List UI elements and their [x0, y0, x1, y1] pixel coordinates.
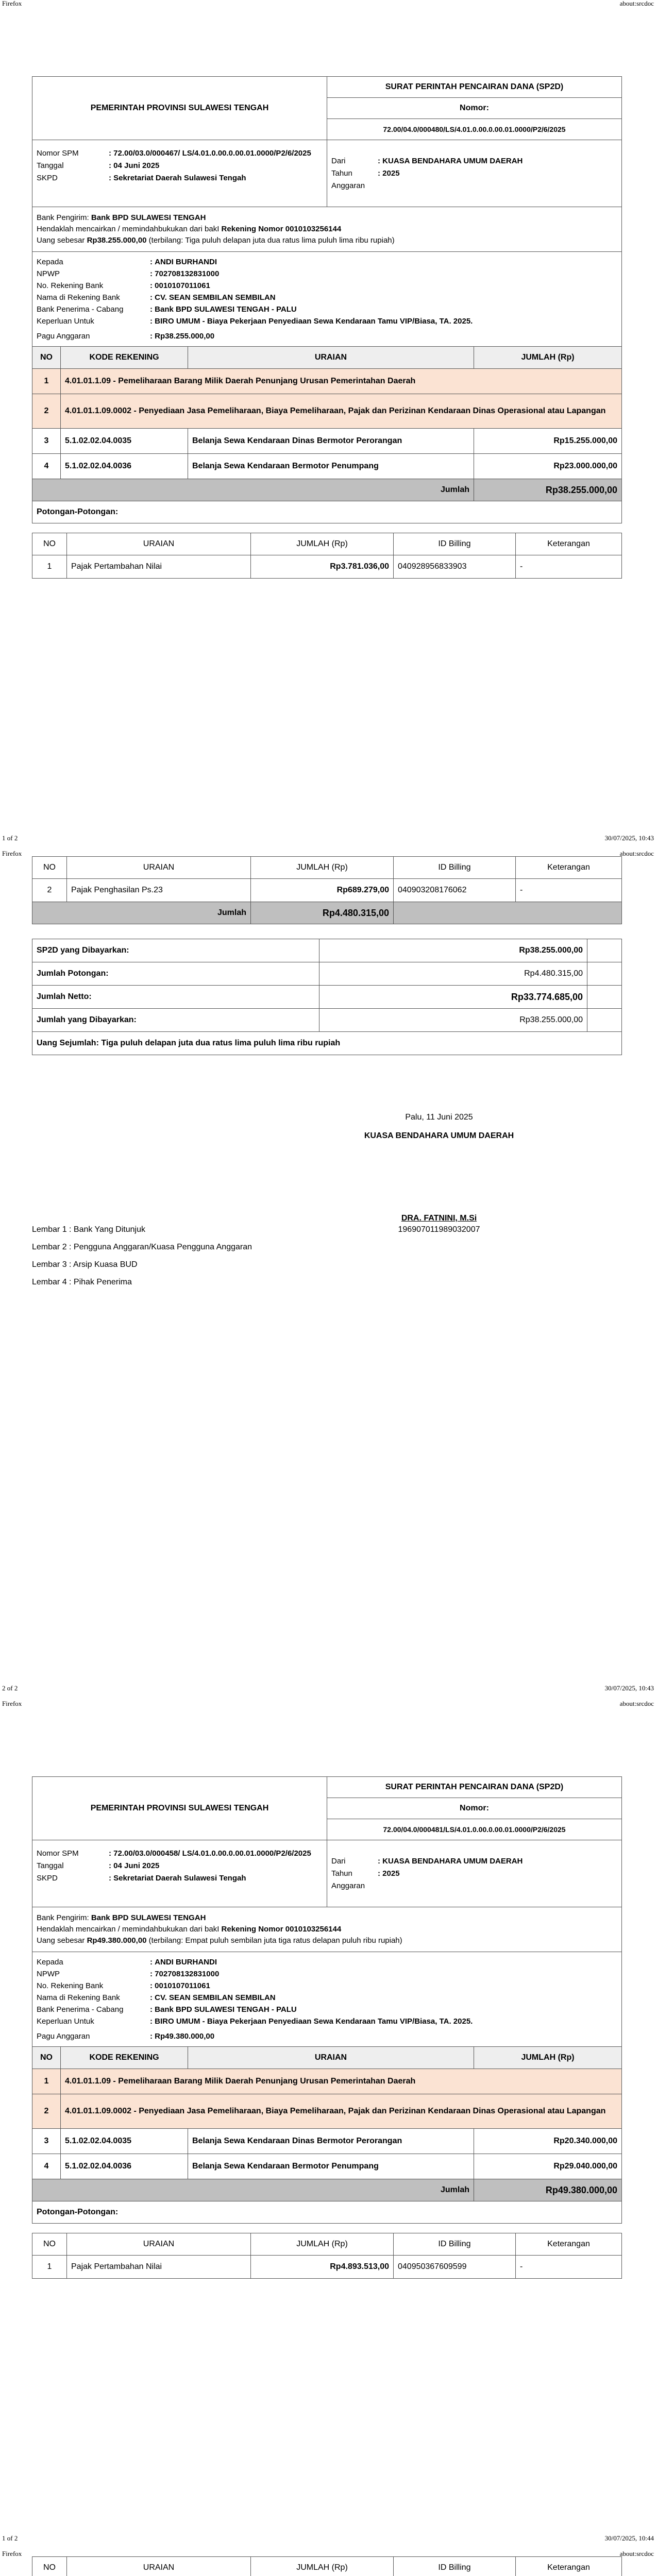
- summary-row: [32, 986, 622, 1009]
- th-kode: KODE REKENING: [61, 347, 188, 369]
- summary-blank: [587, 1009, 622, 1032]
- pot-ket: -: [516, 555, 622, 579]
- table-row: [32, 555, 622, 579]
- signature-block: [336, 1113, 542, 1234]
- table-row: [32, 2256, 622, 2279]
- item-no: 3: [32, 2129, 61, 2154]
- terbilang-inline: (terbilang: Empat puluh sembilan juta tiga ratus delapan puluh ribu rupiah): [148, 1936, 402, 1945]
- pth-jumlah: JUMLAH (Rp): [251, 857, 394, 879]
- pth-uraian: URAIAN: [67, 2233, 251, 2256]
- sp2d-header: [32, 1776, 622, 2047]
- nama-rek-label: Nama di Rekening Bank: [37, 293, 120, 302]
- potongan-table-continued: [32, 2556, 622, 2576]
- tanggal-label: Tanggal: [37, 161, 64, 170]
- item-jumlah: Rp29.040.000,00: [474, 2154, 622, 2179]
- lembar-2: Lembar 2 : Pengguna Anggaran/Kuasa Pengguna Anggaran: [32, 1243, 252, 1251]
- kepada-value: : ANDI BURHANDI: [150, 1958, 217, 1967]
- jumlah-dibayar-label: Jumlah yang Dibayarkan:: [32, 1009, 319, 1032]
- summary-row: [32, 1009, 622, 1032]
- tahun-value: : 2025: [378, 168, 400, 178]
- dari-value: : KUASA BENDAHARA UMUM DAERAH: [378, 1856, 523, 1866]
- pth-billing: ID Billing: [394, 857, 516, 879]
- pth-uraian: URAIAN: [67, 857, 251, 879]
- page-count: 1 of 2: [2, 2534, 18, 2542]
- item-no: 4: [32, 454, 61, 479]
- bank-pengirim-label: Bank Pengirim:: [37, 213, 89, 222]
- th-no: NO: [32, 347, 61, 369]
- print-footer: [0, 835, 657, 849]
- browser-name: Firefox: [2, 1700, 22, 1707]
- tanggal-value: : 04 Juni 2025: [109, 161, 160, 170]
- row-text: 4.01.01.1.09 - Pemeliharaan Barang Milik Daerah Penunjang Urusan Pemerintahan Daerah: [61, 369, 622, 394]
- kode-rekening-table: [32, 346, 622, 523]
- pth-no: NO: [32, 2557, 67, 2576]
- org-name: PEMERINTAH PROVINSI SULAWESI TENGAH: [32, 77, 327, 140]
- nomor-spm-value: : 72.00/03.0/000458/ LS/4.01.0.00.0.00.01.0000/P2/6/2025: [109, 1849, 311, 1858]
- potongan-header: [32, 2557, 622, 2576]
- tanggal-value: : 04 Juni 2025: [109, 1861, 160, 1870]
- row-no: 2: [32, 394, 61, 429]
- pot-ket: -: [516, 2256, 622, 2279]
- item-jumlah: Rp15.255.000,00: [474, 429, 622, 454]
- sp2d-title: SURAT PERINTAH PENCAIRAN DANA (SP2D): [327, 1777, 622, 1798]
- uang-sejumlah-value: Tiga puluh delapan juta dua ratus lima puluh lima ribu rupiah: [101, 1039, 341, 1047]
- recipient-block: [32, 252, 622, 347]
- item-kode: 5.1.02.02.04.0036: [61, 454, 188, 479]
- item-uraian: Belanja Sewa Kendaraan Dinas Bermotor Perorangan: [188, 429, 474, 454]
- th-jumlah: JUMLAH (Rp): [474, 2047, 622, 2069]
- summary-row: [32, 939, 622, 962]
- item-jumlah: Rp23.000.000,00: [474, 454, 622, 479]
- th-uraian: URAIAN: [188, 347, 474, 369]
- pth-uraian: URAIAN: [67, 2557, 251, 2576]
- nomor-spm-label: Nomor SPM: [37, 149, 79, 158]
- dari-value: : KUASA BENDAHARA UMUM DAERAH: [378, 156, 523, 165]
- pot-jumlah-label: Jumlah: [32, 902, 251, 924]
- pth-no: NO: [32, 2233, 67, 2256]
- print-url: about:srcdoc: [619, 850, 654, 857]
- sp2d-number: 72.00/04.0/000480/LS/4.01.0.00.0.00.01.0000/P2/6/2025: [327, 119, 622, 140]
- row-no: 1: [32, 2069, 61, 2094]
- print-url: about:srcdoc: [619, 1700, 654, 1707]
- table-row: [32, 2129, 622, 2154]
- tahun-value: : 2025: [378, 1869, 400, 1878]
- print-url: about:srcdoc: [619, 0, 654, 7]
- bank-block: [32, 207, 622, 252]
- table-header: [32, 2047, 622, 2069]
- skpd-label: SKPD: [37, 174, 58, 182]
- sign-title: KUASA BENDAHARA UMUM DAERAH: [364, 1131, 514, 1140]
- nomor-label: Nomor:: [327, 98, 622, 119]
- row-text: 4.01.01.1.09 - Pemeliharaan Barang Milik Daerah Penunjang Urusan Pemerintahan Daerah: [61, 2069, 622, 2094]
- table-row: [32, 369, 622, 394]
- sign-name: DRA. FATNINI, M.Si: [401, 1214, 477, 1223]
- uang-sebesar-value: Rp49.380.000,00: [87, 1936, 147, 1945]
- pth-no: NO: [32, 857, 67, 879]
- item-no: 4: [32, 2154, 61, 2179]
- skpd-value: : Sekretariat Daerah Sulawesi Tengah: [109, 1874, 246, 1883]
- print-page-1: [0, 0, 657, 850]
- potongan-table: [32, 533, 622, 579]
- npwp-value: : 702708132831000: [150, 269, 220, 278]
- spm-info: [32, 140, 327, 207]
- print-time: 30/07/2025, 10:43: [604, 1684, 654, 1692]
- rekening-value: 0010103256144: [285, 225, 342, 233]
- potongan-header: [32, 2233, 622, 2256]
- bank-pengirim-value: Bank BPD SULAWESI TENGAH: [91, 1913, 206, 1922]
- sp2d-header: [32, 76, 622, 347]
- row-no: 1: [32, 369, 61, 394]
- item-kode: 5.1.02.02.04.0035: [61, 429, 188, 454]
- sp2d-number: 72.00/04.0/000481/LS/4.01.0.00.0.00.01.0000/P2/6/2025: [327, 1819, 622, 1840]
- bank-block: [32, 1907, 622, 1952]
- sp2d-document-continued: [32, 856, 622, 1286]
- browser-name: Firefox: [2, 850, 22, 857]
- pagu-label: Pagu Anggaran: [37, 2032, 90, 2041]
- th-kode: KODE REKENING: [61, 2047, 188, 2069]
- pth-ket: Keterangan: [516, 857, 622, 879]
- pth-jumlah: JUMLAH (Rp): [251, 533, 394, 555]
- summary-blank: [587, 962, 622, 986]
- table-header: [32, 347, 622, 369]
- kepada-label: Kepada: [37, 1958, 63, 1967]
- distribution-list: [32, 1221, 252, 1291]
- no-rek-value: : 0010107011061: [150, 281, 210, 290]
- sp2d-dibayarkan-value: Rp38.255.000,00: [319, 939, 587, 962]
- pth-jumlah: JUMLAH (Rp): [251, 2557, 394, 2576]
- print-page-3: [0, 1700, 657, 2550]
- dari-info: [327, 1840, 622, 1907]
- page-count: 2 of 2: [2, 1684, 18, 1692]
- pth-jumlah: JUMLAH (Rp): [251, 2233, 394, 2256]
- pot-uraian: Pajak Pertambahan Nilai: [67, 555, 251, 579]
- npwp-label: NPWP: [37, 269, 60, 278]
- pot-ket: -: [516, 879, 622, 902]
- lembar-3: Lembar 3 : Arsip Kuasa BUD: [32, 1260, 138, 1269]
- npwp-value: : 702708132831000: [150, 1970, 220, 1978]
- table-row: [32, 394, 622, 429]
- table-row: [32, 454, 622, 479]
- bank-penerima-label: Bank Penerima - Cabang: [37, 305, 124, 314]
- pth-ket: Keterangan: [516, 2233, 622, 2256]
- tahun-label: Tahun Anggaran: [331, 1869, 365, 1890]
- keperluan-value: : BIRO UMUM - Biaya Pekerjaan Penyediaan Sewa Kendaraan Tamu VIP/Biasa, TA. 2025.: [150, 317, 473, 326]
- nama-rek-value: : CV. SEAN SEMBILAN SEMBILAN: [150, 293, 276, 302]
- jumlah-label: Jumlah: [32, 479, 474, 501]
- pagu-value: : Rp38.255.000,00: [150, 332, 215, 341]
- kepada-label: Kepada: [37, 258, 63, 266]
- table-row: [32, 2094, 622, 2129]
- row-text: 4.01.01.1.09.0002 - Penyediaan Jasa Pemeliharaan, Biaya Pemeliharaan, Pajak dan Perizinan Kendaraan Dinas Operasional atau Lapangan: [61, 394, 622, 429]
- item-kode: 5.1.02.02.04.0035: [61, 2129, 188, 2154]
- sign-nip: 196907011989032007: [398, 1225, 480, 1234]
- pth-billing: ID Billing: [394, 2557, 516, 2576]
- print-page-4: [0, 2550, 657, 2576]
- print-footer: [0, 1685, 657, 1699]
- uang-sejumlah: [32, 1032, 622, 1055]
- jumlah-total: Rp38.255.000,00: [474, 479, 622, 501]
- table-row: [32, 879, 622, 902]
- sp2d-document-continued: [32, 2556, 622, 2576]
- hendaklah-text: Hendaklah mencairkan / memindahbukukan dari bakI: [37, 1925, 220, 1934]
- rekening-label: Rekening Nomor: [221, 1925, 283, 1934]
- item-kode: 5.1.02.02.04.0036: [61, 2154, 188, 2179]
- jumlah-row: [32, 479, 622, 501]
- page-count: 1 of 2: [2, 834, 18, 842]
- dari-label: Dari: [331, 156, 346, 165]
- rekening-label: Rekening Nomor: [221, 225, 283, 233]
- place-date: Palu, 11 Juni 2025: [405, 1113, 473, 1122]
- pth-no: NO: [32, 533, 67, 555]
- bank-penerima-label: Bank Penerima - Cabang: [37, 2005, 124, 2014]
- item-no: 3: [32, 429, 61, 454]
- nama-rek-value: : CV. SEAN SEMBILAN SEMBILAN: [150, 1993, 276, 2002]
- pot-jumlah: Rp689.279,00: [251, 879, 394, 902]
- potongan-title: Potongan-Potongan:: [32, 501, 622, 523]
- kepada-value: : ANDI BURHANDI: [150, 258, 217, 266]
- jumlah-potongan-label: Jumlah Potongan:: [32, 962, 319, 986]
- table-row: [32, 429, 622, 454]
- hendaklah-text: Hendaklah mencairkan / memindahbukukan dari bakI: [37, 225, 220, 233]
- rekening-value: 0010103256144: [285, 1925, 342, 1934]
- summary-row: [32, 962, 622, 986]
- potongan-header: [32, 533, 622, 555]
- pth-uraian: URAIAN: [67, 533, 251, 555]
- jumlah-dibayar-value: Rp38.255.000,00: [319, 1009, 587, 1032]
- sp2d-document: [32, 1776, 622, 2279]
- print-time: 30/07/2025, 10:43: [604, 834, 654, 842]
- keperluan-value: : BIRO UMUM - Biaya Pekerjaan Penyediaan Sewa Kendaraan Tamu VIP/Biasa, TA. 2025.: [150, 2017, 473, 2026]
- lembar-1: Lembar 1 : Bank Yang Ditunjuk: [32, 1225, 145, 1234]
- no-rek-value: : 0010107011061: [150, 1981, 210, 1990]
- terbilang-inline: (terbilang: Tiga puluh delapan juta dua ratus lima puluh lima ribu rupiah): [148, 236, 395, 245]
- pot-no: 1: [32, 555, 67, 579]
- bank-penerima-value: : Bank BPD SULAWESI TENGAH - PALU: [150, 305, 297, 314]
- jumlah-row: [32, 2179, 622, 2201]
- no-rek-label: No. Rekening Bank: [37, 281, 104, 290]
- recipient-block: [32, 1952, 622, 2047]
- jumlah-netto-value: Rp33.774.685,00: [319, 986, 587, 1009]
- jumlah-potongan-value: Rp4.480.315,00: [319, 962, 587, 986]
- potongan-title: Potongan-Potongan:: [32, 2201, 622, 2224]
- row-no: 2: [32, 2094, 61, 2129]
- pth-billing: ID Billing: [394, 2233, 516, 2256]
- potongan-jumlah-row: [32, 902, 622, 924]
- bank-pengirim-value: Bank BPD SULAWESI TENGAH: [91, 213, 206, 222]
- org-name: PEMERINTAH PROVINSI SULAWESI TENGAH: [32, 1777, 327, 1840]
- summary-row: [32, 1032, 622, 1055]
- item-uraian: Belanja Sewa Kendaraan Bermotor Penumpang: [188, 454, 474, 479]
- pth-ket: Keterangan: [516, 533, 622, 555]
- table-row: [32, 2154, 622, 2179]
- summary-box: [32, 939, 622, 1055]
- dari-info: [327, 140, 622, 207]
- pagu-label: Pagu Anggaran: [37, 332, 90, 341]
- print-header: [0, 0, 657, 14]
- pot-uraian: Pajak Pertambahan Nilai: [67, 2256, 251, 2279]
- item-uraian: Belanja Sewa Kendaraan Bermotor Penumpang: [188, 2154, 474, 2179]
- skpd-value: : Sekretariat Daerah Sulawesi Tengah: [109, 174, 246, 182]
- pot-no: 1: [32, 2256, 67, 2279]
- sp2d-title: SURAT PERINTAH PENCAIRAN DANA (SP2D): [327, 77, 622, 98]
- browser-name: Firefox: [2, 0, 22, 7]
- pot-billing: 040903208176062: [394, 879, 516, 902]
- npwp-label: NPWP: [37, 1970, 60, 1978]
- bank-pengirim-label: Bank Pengirim:: [37, 1913, 89, 1922]
- nomor-spm-value: : 72.00/03.0/000467/ LS/4.01.0.00.0.00.01.0000/P2/6/2025: [109, 149, 311, 158]
- pot-jumlah-empty: [394, 902, 622, 924]
- no-rek-label: No. Rekening Bank: [37, 1981, 104, 1990]
- summary-blank: [587, 939, 622, 962]
- pth-billing: ID Billing: [394, 533, 516, 555]
- uang-sejumlah-label: Uang Sejumlah:: [37, 1039, 99, 1047]
- th-jumlah: JUMLAH (Rp): [474, 347, 622, 369]
- sp2d-dibayarkan-label: SP2D yang Dibayarkan:: [32, 939, 319, 962]
- print-header: [0, 1700, 657, 1715]
- th-uraian: URAIAN: [188, 2047, 474, 2069]
- print-page-2: [0, 850, 657, 1700]
- pot-jumlah: Rp3.781.036,00: [251, 555, 394, 579]
- sp2d-document: [32, 76, 622, 579]
- nama-rek-label: Nama di Rekening Bank: [37, 1993, 120, 2002]
- row-text: 4.01.01.1.09.0002 - Penyediaan Jasa Pemeliharaan, Biaya Pemeliharaan, Pajak dan Perizinan Kendaraan Dinas Operasional atau Lapangan: [61, 2094, 622, 2129]
- uang-sebesar-label: Uang sebesar: [37, 236, 85, 245]
- pot-billing: 040928956833903: [394, 555, 516, 579]
- browser-name: Firefox: [2, 2550, 22, 2557]
- pot-billing: 040950367609599: [394, 2256, 516, 2279]
- spm-info: [32, 1840, 327, 1907]
- potongan-table: [32, 2233, 622, 2279]
- pth-ket: Keterangan: [516, 2557, 622, 2576]
- keperluan-label: Keperluan Untuk: [37, 2017, 94, 2026]
- item-uraian: Belanja Sewa Kendaraan Dinas Bermotor Perorangan: [188, 2129, 474, 2154]
- th-no: NO: [32, 2047, 61, 2069]
- pot-jumlah: Rp4.893.513,00: [251, 2256, 394, 2279]
- tanggal-label: Tanggal: [37, 1861, 64, 1870]
- dari-label: Dari: [331, 1856, 346, 1866]
- kode-rekening-table: [32, 2046, 622, 2224]
- skpd-label: SKPD: [37, 1874, 58, 1883]
- print-url: about:srcdoc: [619, 2550, 654, 2557]
- uang-sebesar-value: Rp38.255.000,00: [87, 236, 147, 245]
- print-time: 30/07/2025, 10:44: [604, 2534, 654, 2542]
- pot-uraian: Pajak Penghasilan Ps.23: [67, 879, 251, 902]
- print-footer: [0, 2535, 657, 2549]
- jumlah-total: Rp49.380.000,00: [474, 2179, 622, 2201]
- tahun-label: Tahun Anggaran: [331, 168, 365, 190]
- lembar-4: Lembar 4 : Pihak Penerima: [32, 1278, 132, 1286]
- table-row: [32, 2069, 622, 2094]
- nomor-label: Nomor:: [327, 1798, 622, 1819]
- keperluan-label: Keperluan Untuk: [37, 317, 94, 326]
- pot-jumlah-total: Rp4.480.315,00: [251, 902, 394, 924]
- item-jumlah: Rp20.340.000,00: [474, 2129, 622, 2154]
- jumlah-netto-label: Jumlah Netto:: [32, 986, 319, 1009]
- summary-blank: [587, 986, 622, 1009]
- uang-sebesar-label: Uang sebesar: [37, 1936, 85, 1945]
- pot-no: 2: [32, 879, 67, 902]
- pagu-value: : Rp49.380.000,00: [150, 2032, 215, 2041]
- bank-penerima-value: : Bank BPD SULAWESI TENGAH - PALU: [150, 2005, 297, 2014]
- jumlah-label: Jumlah: [32, 2179, 474, 2201]
- potongan-header: [32, 857, 622, 879]
- potongan-table-continued: [32, 856, 622, 924]
- nomor-spm-label: Nomor SPM: [37, 1849, 79, 1858]
